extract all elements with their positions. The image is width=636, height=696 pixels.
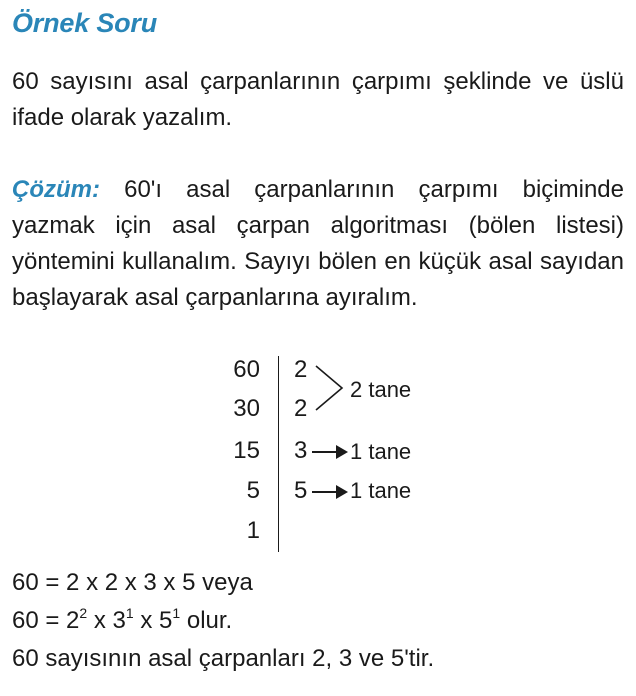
table-divisor: 5: [294, 477, 308, 504]
result-exponent-line: $60 = 2^2$ x $3^1$ x $5^1$ olur.: [12, 605, 233, 634]
question-text: 60 sayısını asal çarpanlarının çarpımı şeklinde ve üslü ifade olarak yazalım.: [12, 68, 624, 131]
solution-text: 60'ı asal çarpanlarının çarpımı biçiminde yazmak için asal çarpan algoritması (bölen listesi) yöntemini kullanalım. Sayıyı bölen en küçük asal sayıdan başlayarak asal çarpanlarına ayıralım.: [12, 176, 624, 311]
table-number: 60: [233, 356, 260, 383]
result-conclusion: 60 sayısının asal çarpanları 2, 3 ve 5'tir.: [12, 645, 435, 672]
prime-factor-table: [0, 350, 636, 560]
table-number: 5: [246, 477, 260, 504]
solution-paragraph: [12, 172, 624, 316]
section-heading: Örnek Soru: [12, 8, 158, 38]
table-number: 1: [246, 517, 260, 544]
solution-label: Çözüm:: [12, 176, 100, 203]
table-divisor: 2: [294, 395, 308, 422]
table-number: 30: [233, 395, 260, 422]
table-number: 15: [233, 437, 260, 464]
arrow-right-icon: [312, 482, 352, 502]
result-line: 60 = 2 x 2 x 3 x 5 veya: [12, 569, 253, 596]
table-divisor: 2: [294, 356, 308, 383]
table-divisor: 3: [294, 437, 308, 464]
divider-line: [278, 356, 279, 552]
count-note: 2 tane: [350, 377, 412, 402]
bracket-icon: [312, 364, 352, 414]
count-note: 1 tane: [350, 439, 412, 464]
count-note: 1 tane: [350, 478, 412, 503]
arrow-right-icon: [312, 442, 352, 462]
